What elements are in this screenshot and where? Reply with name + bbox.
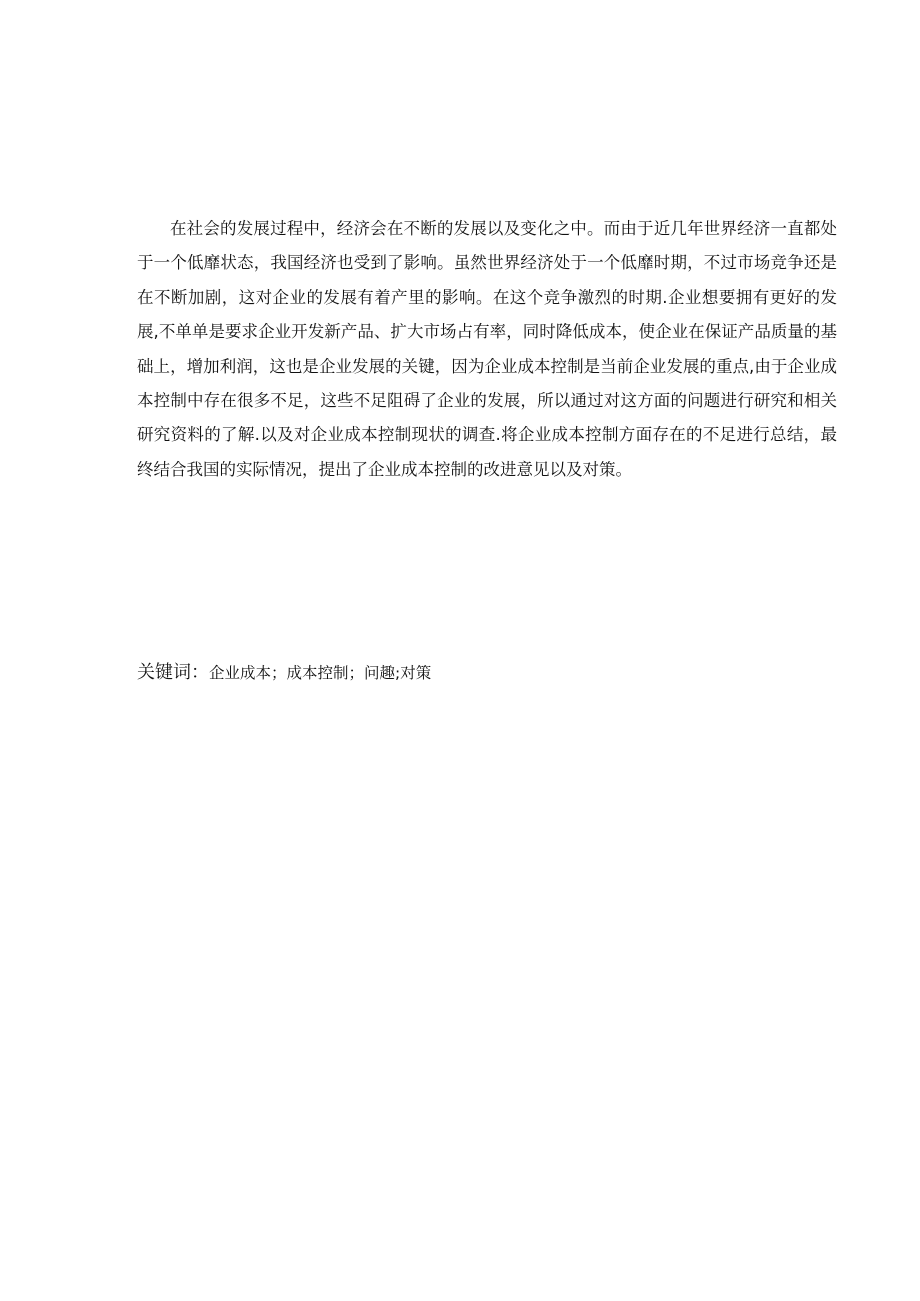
keywords-line <box>137 658 837 688</box>
abstract-paragraph: 在社会的发展过程中，经济会在不断的发展以及变化之中。而由于近几年世界经济一直都处于一个低靡状态，我国经济也受到了影响。虽然世界经济处于一个低靡时期，不过市场竞争还是在不断加剧，这对企业的发展有着产里的影响。在这个竞争激烈的时期.企业想要拥有更好的发展,不单单是要求企业开发新产品、扩大市场占有率，同时降低成本，使企业在保证产品质量的基础上，增加利润，这也是企业发展的关键，因为企业成本控制是当前企业发展的重点,由于企业成本控制中存在很多不足，这些不足阻碍了企业的发展，所以通过对这方面的问题进行研究和相关研究资料的了解.以及对企业成本控制现状的调查.将企业成本控制方面存在的不足进行总结，最终结合我国的实际情况，提出了企业成本控制的改进意见以及对策。 <box>137 219 837 479</box>
keywords-value: 企业成本；成本控制；问趣;对策 <box>209 664 432 682</box>
keywords-label: 关键词： <box>137 662 209 683</box>
